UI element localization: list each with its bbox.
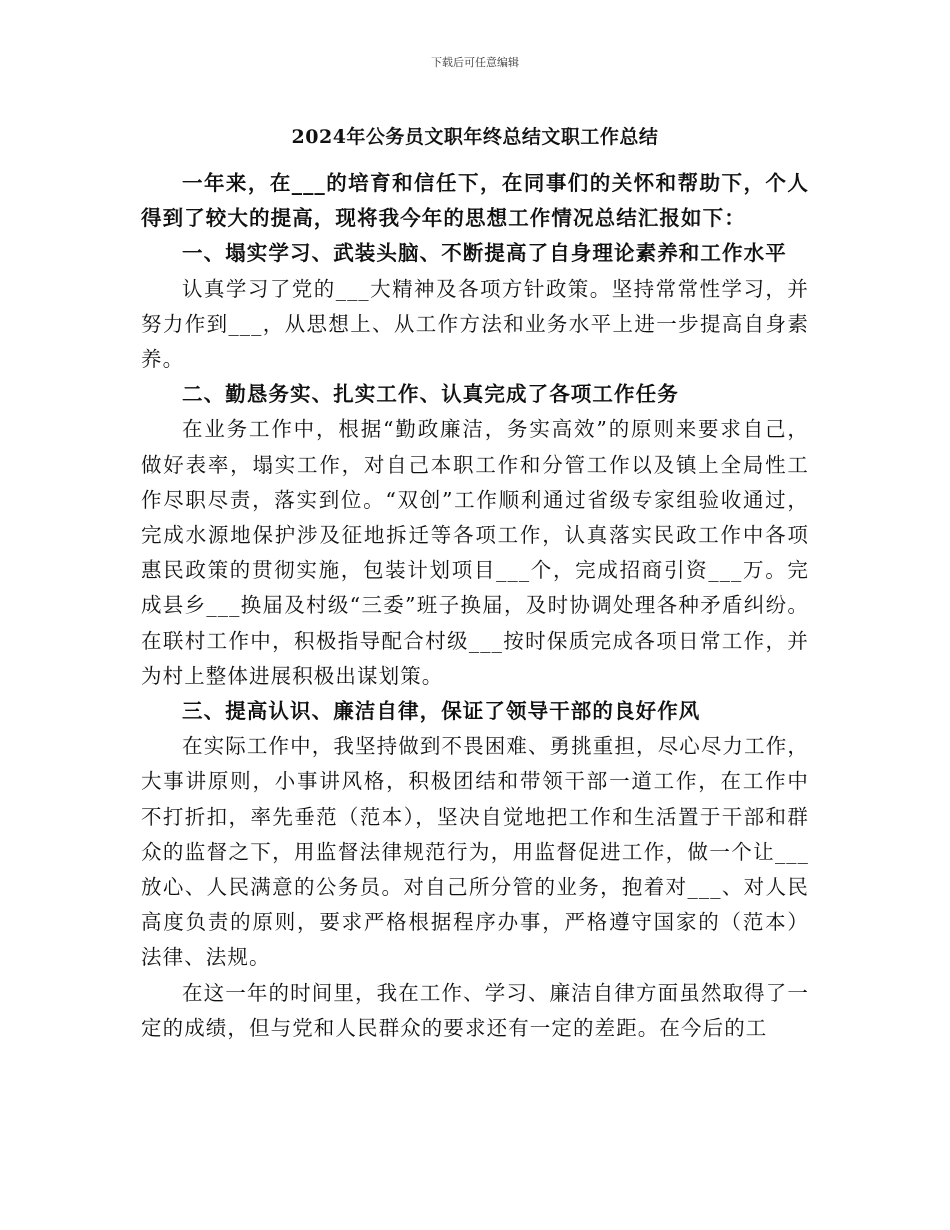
closing-paragraph: 在这一年的时间里，我在工作、学习、廉洁自律方面虽然取得了一定的成绩，但与党和人民群众的要求还有一定的差距。在今后的工: [141, 980, 809, 1040]
document-title: 2024年公务员文职年终总结文职工作总结: [291, 126, 659, 148]
section-heading-1: 一、塌实学习、武装头脑、不断提高了自身理论素养和工作水平: [182, 241, 787, 266]
section-heading-3: 三、提高认识、廉洁自律，保证了领导干部的良好作风: [182, 699, 701, 724]
header-note: 下载后可任意编辑: [431, 56, 519, 69]
intro-paragraph: 一年来，在___的培育和信任下，在同事们的关怀和帮助下，个人得到了较大的提高，现将我今年的思想工作情况总结汇报如下：: [141, 171, 809, 231]
section-paragraph-2: 在业务工作中，根据“勤政廉洁，务实高效”的原则来要求自己，做好表率，塌实工作，对自己本职工作和分管工作以及镇上全局性工作尽职尽责，落实到位。“双创”工作顺利通过省级专家组验收通过，完成水源地保护涉及征地拆迁等各项工作，认真落实民政工作中各项惠民政策的贯彻实施，包装计划项目___个，完成招商引资___万。完成县乡___换届及村级“三委”班子换届，及时协调处理各种矛盾纠纷。在联村工作中，积极指导配合村级___按时保质完成各项日常工作，并为村上整体进展积极出谋划策。: [141, 417, 809, 688]
document-body: [141, 166, 809, 1046]
section-heading-2: 二、勤恳务实、扎实工作、认真完成了各项工作任务: [182, 382, 679, 407]
section-paragraph-1: 认真学习了党的___大精神及各项方针政策。坚持常常性学习，并努力作到___，从思想上、从工作方法和业务水平上进一步提高自身素养。: [141, 276, 809, 372]
section-paragraph-3: 在实际工作中，我坚持做到不畏困难、勇挑重担，尽心尽力工作，大事讲原则，小事讲风格，积极团结和带领干部一道工作，在工作中不打折扣，率先垂范（范本），坚决自觉地把工作和生活置于干部和群众的监督之下，用监督法律规范行为，用监督促进工作，做一个让___放心、人民满意的公务员。对自己所分管的业务，抱着对___、对人民高度负责的原则，要求严格根据程序办事，严格遵守国家的（范本）法律、法规。: [141, 734, 809, 970]
